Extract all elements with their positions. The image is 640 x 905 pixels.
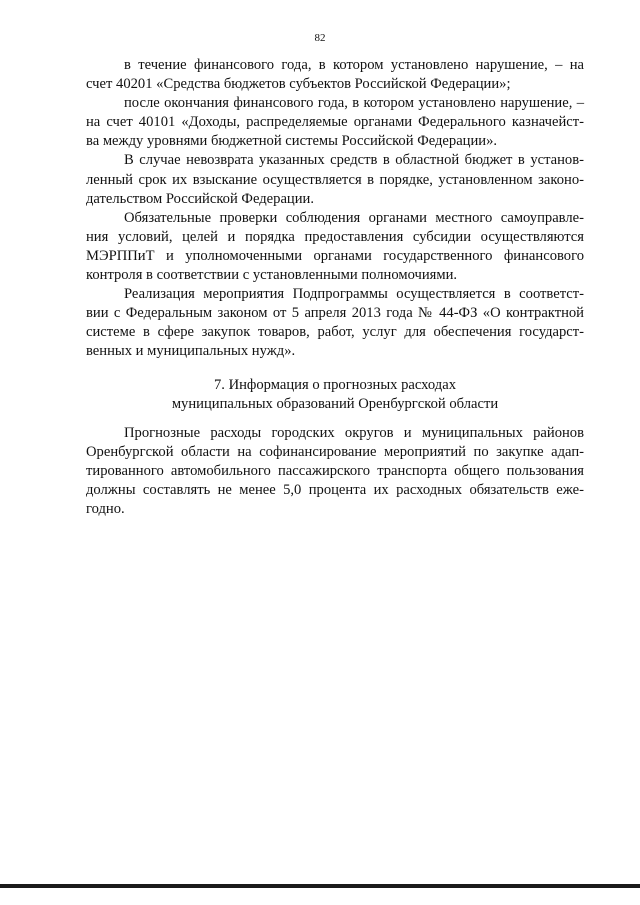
page-number: 82 bbox=[314, 32, 326, 44]
paragraph-line: ва между уровнями бюджетной системы Российской Федерации». bbox=[86, 133, 498, 150]
heading-line: 7. Информация о прогнозных расходах bbox=[213, 376, 456, 393]
paragraph bbox=[86, 151, 584, 208]
paragraph-line: контроля в соответствии с установленными полномочиями. bbox=[86, 267, 458, 284]
paragraph bbox=[86, 424, 584, 519]
heading-line: муниципальных образований Оренбургской области bbox=[171, 395, 499, 412]
paragraph-line: ленный срок их взыскание осуществляется в порядке, установленном законо- bbox=[86, 171, 584, 188]
paragraph-line: годно. bbox=[86, 501, 125, 518]
paragraph-line: на счет 40101 «Доходы, распределяемые органами Федерального казначейст- bbox=[86, 114, 584, 131]
paragraph-line: МЭРППиТ и уполномоченными органами государственного финансового bbox=[86, 247, 584, 264]
paragraph-line: Прогнозные расходы городских округов и муниципальных районов bbox=[124, 424, 584, 441]
paragraph-line: системе в сфере закупок товаров, работ, услуг для обеспечения государст- bbox=[86, 324, 584, 341]
paragraph-line: Оренбургской области на софинансирование мероприятий по закупке адап- bbox=[86, 443, 584, 460]
paragraph-line: Реализация мероприятия Подпрограммы осуществляется в соответст- bbox=[124, 286, 584, 303]
paragraph-line: должны составлять не менее 5,0 процента их расходных обязательств еже- bbox=[86, 481, 584, 498]
paragraph-line: В случае невозврата указанных средств в областной бюджет в установ- bbox=[124, 152, 584, 169]
paragraph bbox=[86, 209, 584, 285]
bottom-rule bbox=[0, 884, 640, 888]
section-heading bbox=[86, 376, 584, 414]
paragraph-line: ния условий, целей и порядка предоставления субсидии осуществляются bbox=[86, 228, 584, 245]
paragraph-line: тированного автомобильного пассажирского транспорта общего пользования bbox=[86, 462, 584, 479]
paragraph-line: венных и муниципальных нужд». bbox=[86, 343, 296, 360]
document-body bbox=[86, 56, 584, 519]
paragraph-line: дательством Российской Федерации. bbox=[86, 190, 315, 207]
paragraph-line: после окончания финансового года, в котором установлено нарушение, – bbox=[124, 95, 584, 112]
paragraph bbox=[86, 56, 584, 94]
paragraph-line: вии с Федеральным законом от 5 апреля 2013 года № 44-ФЗ «О контрактной bbox=[86, 305, 584, 322]
paragraph bbox=[86, 285, 584, 361]
paragraph-line: Обязательные проверки соблюдения органами местного самоуправле- bbox=[124, 209, 584, 226]
paragraph bbox=[86, 94, 584, 151]
paragraph-line: счет 40201 «Средства бюджетов субъектов Российской Федерации»; bbox=[86, 76, 511, 93]
paragraph-line: в течение финансового года, в котором установлено нарушение, – на bbox=[124, 57, 584, 73]
